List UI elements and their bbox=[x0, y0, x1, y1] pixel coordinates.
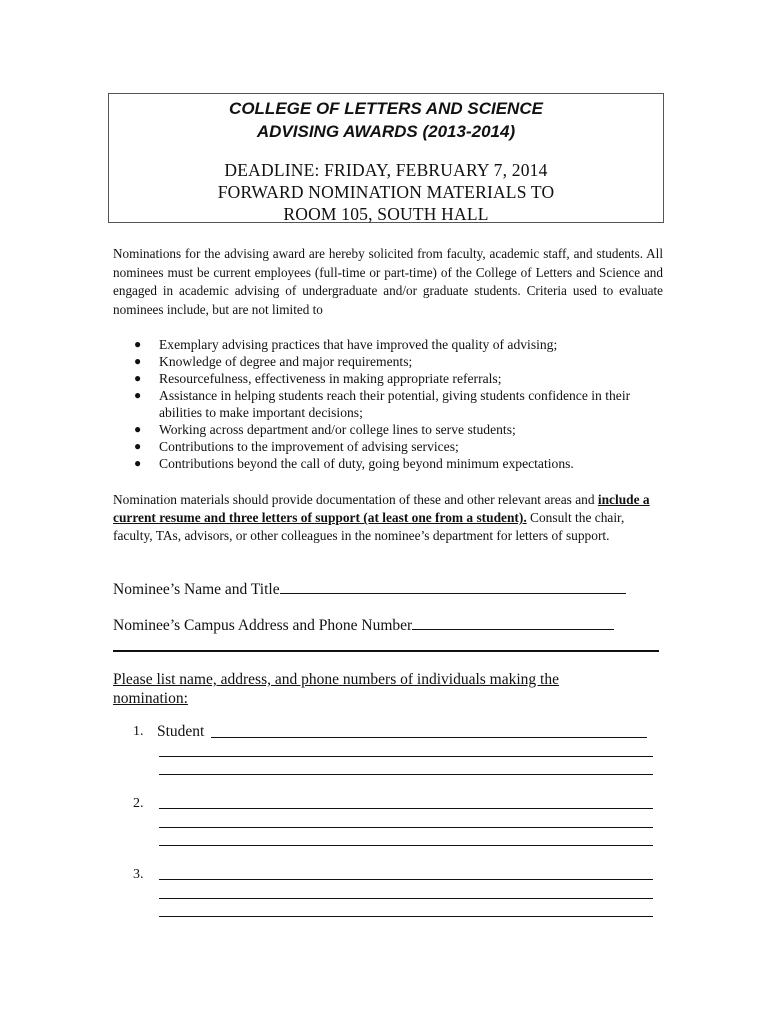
bullet-icon: ● bbox=[134, 439, 142, 453]
bullet-icon: ● bbox=[134, 456, 142, 470]
entry3-line1-field[interactable] bbox=[159, 879, 653, 880]
entry2-line3-field[interactable] bbox=[159, 845, 653, 846]
nominee-address-label: Nominee’s Campus Address and Phone Number bbox=[113, 617, 413, 634]
nominee-name-row bbox=[113, 578, 626, 600]
entry1-line2-field[interactable] bbox=[159, 756, 653, 757]
list-item bbox=[131, 387, 666, 421]
criteria-text: Contributions to the improvement of advising services; bbox=[159, 439, 459, 454]
list-item bbox=[131, 353, 666, 370]
header-box bbox=[108, 93, 664, 223]
nominee-name-label: Nominee’s Name and Title bbox=[113, 581, 280, 598]
nominee-name-field[interactable] bbox=[280, 578, 626, 594]
section-divider bbox=[113, 650, 659, 652]
intro-paragraph: Nominations for the advising award are hereby solicited from faculty, academic staff, and students. All nominees must be current employees (full-time or part-time) of the College of Letters and Science and engaged in academic advising of undergraduate and/or graduate students. Criteria used to evaluate nominees include, but are not limited to bbox=[113, 246, 663, 317]
required-materials-text: include a current resume and three letters of support (at least one from a student). bbox=[113, 492, 650, 526]
student-label: Student bbox=[157, 723, 205, 740]
entry3-line2-field[interactable] bbox=[159, 898, 653, 899]
nominee-address-row bbox=[113, 614, 614, 636]
entry2-line1-field[interactable] bbox=[159, 808, 653, 809]
criteria-text: Working across department and/or college lines to serve students; bbox=[159, 422, 516, 437]
list-item bbox=[131, 421, 666, 438]
bullet-icon: ● bbox=[134, 371, 142, 385]
form-subtitle: ADVISING AWARDS (2013-2014) bbox=[256, 122, 516, 141]
criteria-text: Resourcefulness, effectiveness in making appropriate referrals; bbox=[159, 371, 502, 386]
documentation-text: Nomination materials should provide documentation of these and other relevant areas and bbox=[113, 492, 598, 507]
entry3-line3-field[interactable] bbox=[159, 916, 653, 917]
deadline-text: DEADLINE: FRIDAY, FEBRUARY 7, 2014 bbox=[224, 160, 548, 180]
list-item bbox=[131, 438, 666, 455]
bullet-icon: ● bbox=[134, 354, 142, 368]
entry1-line3-field[interactable] bbox=[159, 774, 653, 775]
nominators-heading: Please list name, address, and phone numbers of individuals making the nomination: bbox=[113, 671, 559, 707]
entry-number: 1. bbox=[133, 724, 144, 739]
criteria-list bbox=[131, 336, 666, 472]
documentation-paragraph bbox=[113, 491, 663, 546]
form-title: COLLEGE OF LETTERS AND SCIENCE bbox=[229, 99, 543, 118]
bullet-icon: ● bbox=[134, 388, 142, 402]
student-field[interactable] bbox=[211, 737, 647, 738]
bullet-icon: ● bbox=[134, 337, 142, 351]
criteria-text: Contributions beyond the call of duty, going beyond minimum expectations. bbox=[159, 456, 574, 471]
entry2-line2-field[interactable] bbox=[159, 827, 653, 828]
list-item bbox=[131, 370, 666, 387]
bullet-icon: ● bbox=[134, 422, 142, 436]
criteria-text: Assistance in helping students reach their potential, giving students confidence in their abilities to make important decisions; bbox=[159, 388, 631, 420]
list-item bbox=[131, 336, 666, 353]
entry-number: 3. bbox=[133, 867, 144, 882]
list-item bbox=[131, 455, 666, 472]
criteria-text: Exemplary advising practices that have improved the quality of advising; bbox=[159, 337, 558, 352]
forward-text: FORWARD NOMINATION MATERIALS TO bbox=[217, 182, 555, 202]
entry-number: 2. bbox=[133, 796, 144, 811]
documentation-consult-text: Consult the chair, faculty, TAs, advisors, or other colleagues in the nominee’s department for letters of support. bbox=[113, 510, 625, 544]
criteria-text: Knowledge of degree and major requirements; bbox=[159, 354, 413, 369]
room-text: ROOM 105, SOUTH HALL bbox=[283, 204, 489, 224]
nominee-address-field[interactable] bbox=[412, 614, 614, 630]
